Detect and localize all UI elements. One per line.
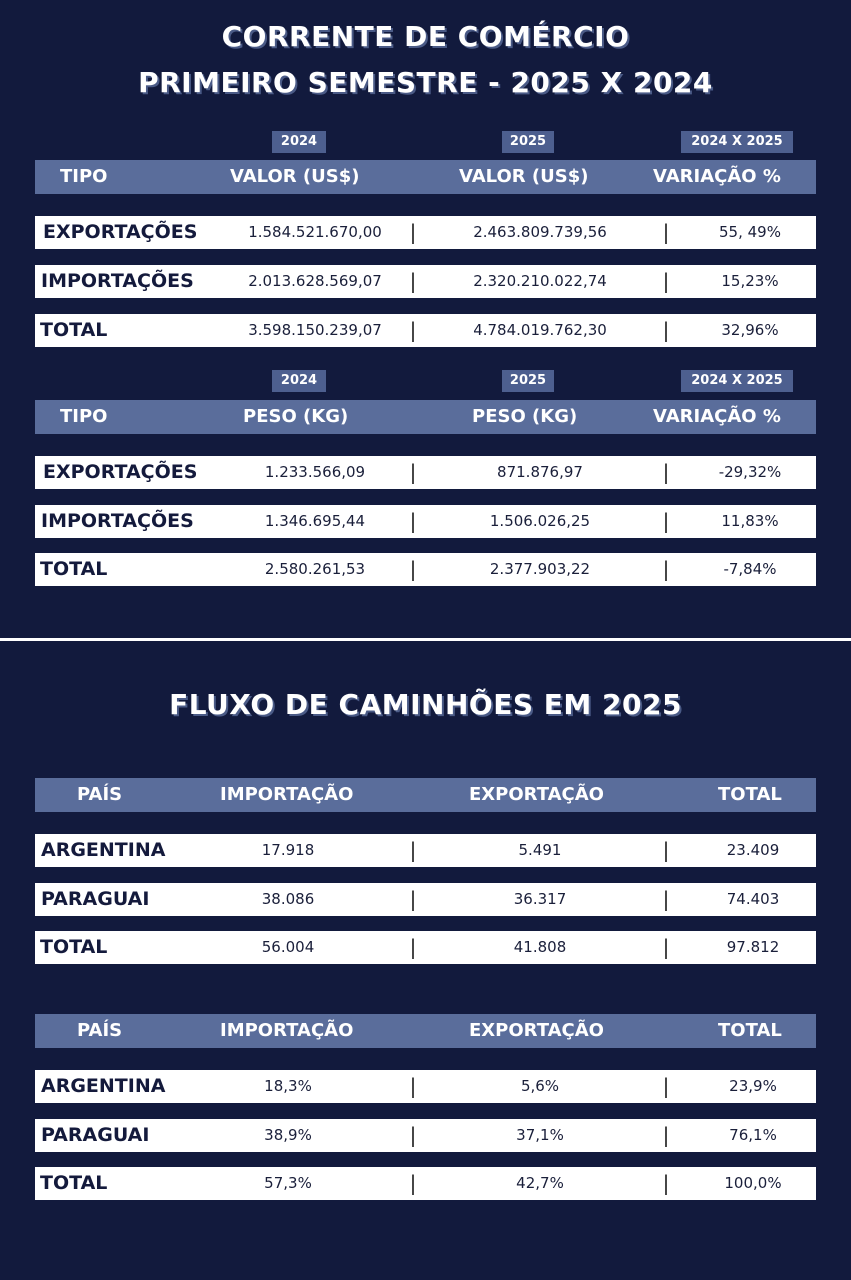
separator: | — [409, 557, 417, 581]
variation: 11,83% — [721, 512, 779, 530]
variation: 15,23% — [721, 272, 779, 290]
value-2025: 871.876,97 — [497, 463, 583, 481]
variation: 55, 49% — [719, 223, 781, 241]
value-2024: 1.233.566,09 — [264, 463, 366, 481]
page-subtitle: PRIMEIRO SEMESTRE - 2025 X 2024 — [138, 66, 713, 99]
separator: | — [662, 269, 670, 293]
fluxo-title: FLUXO DE CAMINHÕES EM 2025 — [169, 688, 682, 721]
row-label: ARGENTINA — [41, 839, 166, 861]
fluxo-abs-header — [35, 778, 816, 812]
separator: | — [409, 460, 417, 484]
header-pais: PAÍS — [77, 784, 123, 805]
header-exportacao: EXPORTAÇÃO — [469, 784, 604, 805]
row-label: EXPORTAÇÕES — [43, 221, 198, 243]
exportacao-value: 37,1% — [516, 1126, 564, 1144]
importacao-value: 56.004 — [261, 938, 315, 956]
header-variacao: VARIAÇÃO % — [653, 406, 781, 427]
fluxo-pct-header — [35, 1014, 816, 1048]
value-2024: 2.580.261,53 — [264, 560, 366, 578]
value-2025: 2.463.809.739,56 — [473, 223, 607, 241]
header-tipo: TIPO — [60, 166, 108, 187]
total-value: 23.409 — [726, 841, 780, 859]
header-peso-2024: PESO (KG) — [243, 406, 349, 427]
exportacao-value: 36.317 — [513, 890, 567, 908]
row-label: TOTAL — [40, 319, 108, 341]
row-label: TOTAL — [40, 558, 108, 580]
value-2025: 4.784.019.762,30 — [473, 321, 607, 339]
separator: | — [409, 269, 417, 293]
year-tag-comparison: 2024 X 2025 — [681, 131, 793, 153]
peso-row-exportacoes — [35, 456, 816, 489]
valor-row-exportacoes — [35, 216, 816, 249]
peso-row-importacoes — [35, 505, 816, 538]
value-2025: 2.320.210.022,74 — [473, 272, 607, 290]
section-divider — [0, 638, 851, 641]
row-label: ARGENTINA — [41, 1075, 166, 1097]
row-label: EXPORTAÇÕES — [43, 461, 198, 483]
value-2025: 2.377.903,22 — [489, 560, 591, 578]
fluxo-abs-row-total — [35, 931, 816, 964]
separator: | — [409, 838, 417, 862]
value-2024: 1.584.521.670,00 — [248, 223, 382, 241]
peso-table-header — [35, 400, 816, 434]
header-total: TOTAL — [718, 784, 782, 805]
row-label: TOTAL — [40, 936, 108, 958]
row-label: PARAGUAI — [41, 1124, 150, 1146]
total-value: 97.812 — [726, 938, 780, 956]
total-value: 76,1% — [729, 1126, 777, 1144]
exportacao-value: 5.491 — [518, 841, 562, 859]
header-peso-2025: PESO (KG) — [472, 406, 578, 427]
variation: -29,32% — [718, 463, 782, 481]
row-label: TOTAL — [40, 1172, 108, 1194]
separator: | — [662, 220, 670, 244]
year-tag-2024: 2024 — [272, 131, 326, 153]
valor-row-total — [35, 314, 816, 347]
header-tipo: TIPO — [60, 406, 108, 427]
year-tag-2025: 2025 — [502, 370, 554, 392]
header-pais: PAÍS — [77, 1020, 123, 1041]
exportacao-value: 42,7% — [516, 1174, 564, 1192]
separator: | — [662, 557, 670, 581]
separator: | — [662, 318, 670, 342]
separator: | — [409, 318, 417, 342]
importacao-value: 38.086 — [261, 890, 315, 908]
importacao-value: 18,3% — [264, 1077, 312, 1095]
separator: | — [662, 935, 670, 959]
importacao-value: 38,9% — [264, 1126, 312, 1144]
total-value: 74.403 — [726, 890, 780, 908]
valor-table-header — [35, 160, 816, 194]
fluxo-pct-row-total — [35, 1167, 816, 1200]
valor-row-importacoes — [35, 265, 816, 298]
separator: | — [662, 887, 670, 911]
separator: | — [662, 1074, 670, 1098]
fluxo-abs-row-paraguai — [35, 883, 816, 916]
variation: -7,84% — [723, 560, 777, 578]
separator: | — [662, 838, 670, 862]
value-2024: 2.013.628.569,07 — [248, 272, 382, 290]
separator: | — [662, 1171, 670, 1195]
total-value: 100,0% — [724, 1174, 782, 1192]
header-valor-2025: VALOR (US$) — [459, 166, 589, 187]
total-value: 23,9% — [729, 1077, 777, 1095]
page-title: CORRENTE DE COMÉRCIO — [221, 20, 630, 53]
row-label: PARAGUAI — [41, 888, 150, 910]
separator: | — [662, 509, 670, 533]
variation: 32,96% — [721, 321, 779, 339]
header-total: TOTAL — [718, 1020, 782, 1041]
year-tag-comparison: 2024 X 2025 — [681, 370, 793, 392]
separator: | — [409, 1123, 417, 1147]
header-importacao: IMPORTAÇÃO — [220, 1020, 354, 1041]
separator: | — [409, 935, 417, 959]
header-exportacao: EXPORTAÇÃO — [469, 1020, 604, 1041]
separator: | — [662, 460, 670, 484]
header-importacao: IMPORTAÇÃO — [220, 784, 354, 805]
value-2024: 1.346.695,44 — [264, 512, 366, 530]
separator: | — [409, 220, 417, 244]
row-label: IMPORTAÇÕES — [41, 510, 194, 532]
exportacao-value: 41.808 — [513, 938, 567, 956]
separator: | — [409, 1171, 417, 1195]
header-valor-2024: VALOR (US$) — [230, 166, 360, 187]
importacao-value: 57,3% — [264, 1174, 312, 1192]
separator: | — [662, 1123, 670, 1147]
fluxo-abs-row-argentina — [35, 834, 816, 867]
importacao-value: 17.918 — [261, 841, 315, 859]
value-2024: 3.598.150.239,07 — [248, 321, 382, 339]
fluxo-pct-row-argentina — [35, 1070, 816, 1103]
separator: | — [409, 887, 417, 911]
separator: | — [409, 509, 417, 533]
value-2025: 1.506.026,25 — [489, 512, 591, 530]
separator: | — [409, 1074, 417, 1098]
fluxo-pct-row-paraguai — [35, 1119, 816, 1152]
row-label: IMPORTAÇÕES — [41, 270, 194, 292]
peso-row-total — [35, 553, 816, 586]
header-variacao: VARIAÇÃO % — [653, 166, 781, 187]
exportacao-value: 5,6% — [520, 1077, 560, 1095]
year-tag-2025: 2025 — [502, 131, 554, 153]
year-tag-2024: 2024 — [272, 370, 326, 392]
